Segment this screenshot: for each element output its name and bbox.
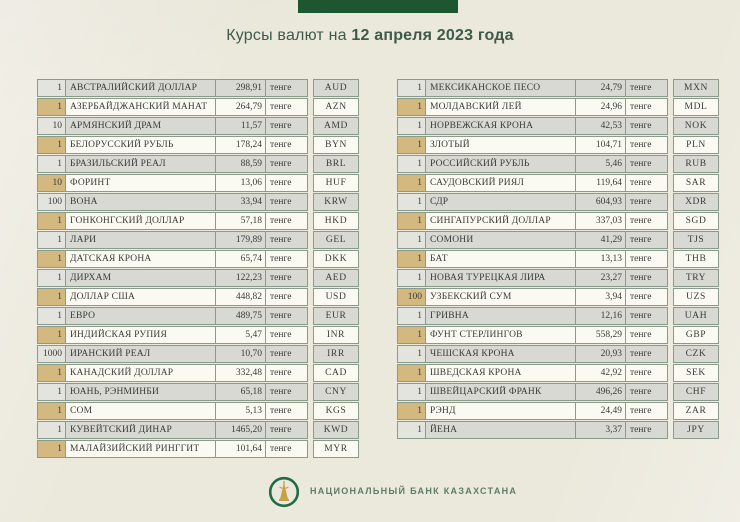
currency-unit: тенге — [265, 174, 308, 192]
currency-name: БАТ — [425, 250, 576, 268]
currency-name: ЮАНЬ, РЭНМИНБИ — [65, 383, 216, 401]
currency-name: ИНДИЙСКАЯ РУПИЯ — [65, 326, 216, 344]
currency-row — [397, 155, 719, 173]
currency-quantity: 1 — [37, 136, 66, 154]
currency-rate: 11,57 — [215, 117, 266, 135]
currency-rate: 20,93 — [575, 345, 626, 363]
currency-quantity: 100 — [397, 288, 426, 306]
currency-unit: тенге — [625, 79, 668, 97]
rates-table-left — [37, 79, 359, 459]
currency-name: ШВЕДСКАЯ КРОНА — [425, 364, 576, 382]
currency-name: МЕКСИКАНСКОЕ ПЕСО — [425, 79, 576, 97]
currency-name: ГОНКОНГСКИЙ ДОЛЛАР — [65, 212, 216, 230]
currency-quantity: 1 — [397, 193, 426, 211]
currency-code: MDL — [673, 98, 719, 116]
currency-unit: тенге — [265, 212, 308, 230]
currency-name: САУДОВСКИЙ РИЯЛ — [425, 174, 576, 192]
currency-code: AZN — [313, 98, 359, 116]
currency-quantity: 1 — [397, 421, 426, 439]
currency-quantity: 1 — [37, 79, 66, 97]
currency-code: EUR — [313, 307, 359, 325]
currency-unit: тенге — [265, 421, 308, 439]
currency-unit: тенге — [625, 212, 668, 230]
currency-row — [37, 155, 359, 173]
currency-rate: 489,75 — [215, 307, 266, 325]
currency-unit: тенге — [625, 364, 668, 382]
currency-row — [37, 174, 359, 192]
currency-quantity: 1 — [397, 136, 426, 154]
currency-name: СДР — [425, 193, 576, 211]
currency-quantity: 1 — [37, 440, 66, 458]
currency-name: ВОНА — [65, 193, 216, 211]
currency-code: PLN — [673, 136, 719, 154]
currency-code: NOK — [673, 117, 719, 135]
currency-quantity: 1 — [37, 288, 66, 306]
currency-rate: 119,64 — [575, 174, 626, 192]
currency-unit: тенге — [625, 231, 668, 249]
currency-rate: 104,71 — [575, 136, 626, 154]
currency-quantity: 1 — [37, 269, 66, 287]
currency-row — [37, 383, 359, 401]
currency-unit: тенге — [265, 345, 308, 363]
currency-name: МАЛАЙЗИЙСКИЙ РИНГГИТ — [65, 440, 216, 458]
currency-code: TRY — [673, 269, 719, 287]
currency-code: SEK — [673, 364, 719, 382]
currency-row — [37, 402, 359, 420]
currency-unit: тенге — [625, 136, 668, 154]
currency-quantity: 1 — [37, 307, 66, 325]
currency-row — [37, 193, 359, 211]
currency-quantity: 1 — [397, 174, 426, 192]
currency-quantity: 1 — [37, 383, 66, 401]
currency-code: KGS — [313, 402, 359, 420]
currency-rate: 42,92 — [575, 364, 626, 382]
currency-rate: 65,18 — [215, 383, 266, 401]
currency-rate: 5,46 — [575, 155, 626, 173]
page-title — [0, 27, 740, 45]
currency-code: HKD — [313, 212, 359, 230]
currency-rate: 3,37 — [575, 421, 626, 439]
currency-name: ИРАНСКИЙ РЕАЛ — [65, 345, 216, 363]
currency-rate: 88,59 — [215, 155, 266, 173]
currency-row — [397, 136, 719, 154]
currency-rate: 65,74 — [215, 250, 266, 268]
currency-name: РОССИЙСКИЙ РУБЛЬ — [425, 155, 576, 173]
currency-row — [37, 250, 359, 268]
footer — [0, 472, 740, 516]
currency-unit: тенге — [265, 117, 308, 135]
currency-unit: тенге — [265, 288, 308, 306]
currency-name: БЕЛОРУССКИЙ РУБЛЬ — [65, 136, 216, 154]
currency-row — [397, 402, 719, 420]
currency-quantity: 1 — [397, 231, 426, 249]
currency-name: НОРВЕЖСКАЯ КРОНА — [425, 117, 576, 135]
currency-rate: 298,91 — [215, 79, 266, 97]
currency-unit: тенге — [265, 326, 308, 344]
currency-quantity: 1 — [397, 345, 426, 363]
currency-code: UAH — [673, 307, 719, 325]
currency-rate: 23,27 — [575, 269, 626, 287]
currency-unit: тенге — [265, 269, 308, 287]
currency-quantity: 1 — [397, 98, 426, 116]
currency-unit: тенге — [625, 421, 668, 439]
currency-rate: 122,23 — [215, 269, 266, 287]
currency-rate: 3,94 — [575, 288, 626, 306]
top-green-tab — [298, 0, 458, 13]
currency-row — [397, 288, 719, 306]
currency-code: DKK — [313, 250, 359, 268]
currency-unit: тенге — [625, 98, 668, 116]
rates-table-right — [397, 79, 719, 440]
currency-code: UZS — [673, 288, 719, 306]
currency-row — [37, 345, 359, 363]
currency-row — [397, 250, 719, 268]
currency-name: УЗБЕКСКИЙ СУМ — [425, 288, 576, 306]
currency-unit: тенге — [265, 440, 308, 458]
currency-name: ЛАРИ — [65, 231, 216, 249]
currency-unit: тенге — [265, 231, 308, 249]
currency-quantity: 1 — [37, 326, 66, 344]
currency-unit: тенге — [265, 383, 308, 401]
currency-unit: тенге — [625, 269, 668, 287]
currency-unit: тенге — [625, 250, 668, 268]
currency-quantity: 1 — [397, 269, 426, 287]
currency-row — [37, 79, 359, 97]
currency-name: ФОРИНТ — [65, 174, 216, 192]
currency-rate: 264,79 — [215, 98, 266, 116]
currency-name: СОМ — [65, 402, 216, 420]
currency-code: AED — [313, 269, 359, 287]
currency-row — [37, 269, 359, 287]
currency-code: AUD — [313, 79, 359, 97]
currency-rate: 178,24 — [215, 136, 266, 154]
currency-row — [37, 440, 359, 458]
currency-unit: тенге — [265, 155, 308, 173]
currency-code: RUB — [673, 155, 719, 173]
currency-code: GBP — [673, 326, 719, 344]
currency-row — [397, 193, 719, 211]
currency-rate: 33,94 — [215, 193, 266, 211]
currency-rate: 24,79 — [575, 79, 626, 97]
currency-rate: 604,93 — [575, 193, 626, 211]
currency-name: МОЛДАВСКИЙ ЛЕЙ — [425, 98, 576, 116]
currency-row — [397, 79, 719, 97]
currency-quantity: 1 — [37, 231, 66, 249]
currency-quantity: 10 — [37, 117, 66, 135]
currency-row — [397, 383, 719, 401]
currency-row — [397, 307, 719, 325]
currency-rate: 558,29 — [575, 326, 626, 344]
currency-rate: 1465,20 — [215, 421, 266, 439]
currency-unit: тенге — [625, 174, 668, 192]
currency-unit: тенге — [265, 193, 308, 211]
currency-unit: тенге — [625, 345, 668, 363]
currency-row — [397, 212, 719, 230]
currency-row — [37, 288, 359, 306]
currency-code: ZAR — [673, 402, 719, 420]
currency-code: TJS — [673, 231, 719, 249]
currency-row — [397, 174, 719, 192]
currency-row — [397, 269, 719, 287]
currency-rate: 179,89 — [215, 231, 266, 249]
currency-code: AMD — [313, 117, 359, 135]
currency-quantity: 1 — [397, 212, 426, 230]
page-title-date: 12 апреля 2023 года — [351, 27, 514, 44]
currency-code: BYN — [313, 136, 359, 154]
currency-rate: 101,64 — [215, 440, 266, 458]
currency-quantity: 1 — [397, 117, 426, 135]
currency-quantity: 1 — [37, 421, 66, 439]
currency-rate: 332,48 — [215, 364, 266, 382]
currency-name: РЭНД — [425, 402, 576, 420]
currency-code: CZK — [673, 345, 719, 363]
currency-row — [37, 307, 359, 325]
currency-quantity: 1 — [397, 250, 426, 268]
currency-row — [37, 212, 359, 230]
currency-rate: 5,13 — [215, 402, 266, 420]
currency-code: GEL — [313, 231, 359, 249]
currency-name: ФУНТ СТЕРЛИНГОВ — [425, 326, 576, 344]
currency-rate: 10,70 — [215, 345, 266, 363]
currency-unit: тенге — [265, 98, 308, 116]
currency-name: ЧЕШСКАЯ КРОНА — [425, 345, 576, 363]
currency-name: КАНАДСКИЙ ДОЛЛАР — [65, 364, 216, 382]
currency-row — [397, 117, 719, 135]
currency-code: SAR — [673, 174, 719, 192]
currency-row — [397, 326, 719, 344]
national-bank-logo-icon — [267, 475, 301, 509]
currency-quantity: 1 — [37, 250, 66, 268]
currency-rate: 13,13 — [575, 250, 626, 268]
currency-quantity: 100 — [37, 193, 66, 211]
currency-code: CNY — [313, 383, 359, 401]
currency-quantity: 1 — [37, 98, 66, 116]
currency-rate: 448,82 — [215, 288, 266, 306]
currency-quantity: 1 — [397, 383, 426, 401]
currency-code: USD — [313, 288, 359, 306]
page-title-prefix: Курсы валют на — [226, 27, 352, 44]
currency-quantity: 10 — [37, 174, 66, 192]
currency-name: НОВАЯ ТУРЕЦКАЯ ЛИРА — [425, 269, 576, 287]
currency-quantity: 1 — [397, 79, 426, 97]
currency-rate: 57,18 — [215, 212, 266, 230]
currency-name: ДОЛЛАР США — [65, 288, 216, 306]
currency-quantity: 1 — [397, 402, 426, 420]
currency-unit: тенге — [625, 402, 668, 420]
currency-name: СОМОНИ — [425, 231, 576, 249]
currency-rate: 5,47 — [215, 326, 266, 344]
currency-rate: 12,16 — [575, 307, 626, 325]
currency-code: CHF — [673, 383, 719, 401]
currency-row — [37, 136, 359, 154]
currency-rate: 496,26 — [575, 383, 626, 401]
currency-rate: 24,49 — [575, 402, 626, 420]
currency-unit: тенге — [265, 250, 308, 268]
currency-rate: 24,96 — [575, 98, 626, 116]
currency-name: АРМЯНСКИЙ ДРАМ — [65, 117, 216, 135]
currency-unit: тенге — [625, 383, 668, 401]
currency-name: ШВЕЙЦАРСКИЙ ФРАНК — [425, 383, 576, 401]
currency-rate: 42,53 — [575, 117, 626, 135]
currency-quantity: 1 — [397, 155, 426, 173]
currency-code: SGD — [673, 212, 719, 230]
currency-quantity: 1 — [37, 364, 66, 382]
currency-row — [37, 117, 359, 135]
currency-name: КУВЕЙТСКИЙ ДИНАР — [65, 421, 216, 439]
currency-row — [397, 364, 719, 382]
currency-unit: тенге — [265, 402, 308, 420]
currency-name: ЙЕНА — [425, 421, 576, 439]
currency-rate: 337,03 — [575, 212, 626, 230]
currency-row — [37, 421, 359, 439]
currency-unit: тенге — [265, 79, 308, 97]
currency-unit: тенге — [625, 307, 668, 325]
currency-code: MYR — [313, 440, 359, 458]
currency-code: HUF — [313, 174, 359, 192]
currency-row — [397, 421, 719, 439]
currency-unit: тенге — [625, 288, 668, 306]
currency-code: THB — [673, 250, 719, 268]
currency-row — [397, 98, 719, 116]
bank-name: НАЦИОНАЛЬНЫЙ БАНК КАЗАХСТАНА — [310, 486, 518, 496]
currency-unit: тенге — [265, 307, 308, 325]
currency-name: ДАТСКАЯ КРОНА — [65, 250, 216, 268]
currency-name: БРАЗИЛЬСКИЙ РЕАЛ — [65, 155, 216, 173]
currency-unit: тенге — [265, 136, 308, 154]
currency-code: IRR — [313, 345, 359, 363]
currency-code: BRL — [313, 155, 359, 173]
currency-code: CAD — [313, 364, 359, 382]
currency-name: АЗЕРБАЙДЖАНСКИЙ МАНАТ — [65, 98, 216, 116]
currency-code: JPY — [673, 421, 719, 439]
currency-rate: 41,29 — [575, 231, 626, 249]
currency-code: INR — [313, 326, 359, 344]
currency-code: KRW — [313, 193, 359, 211]
currency-rate: 13,06 — [215, 174, 266, 192]
currency-unit: тенге — [625, 193, 668, 211]
currency-name: ГРИВНА — [425, 307, 576, 325]
currency-name: ЕВРО — [65, 307, 216, 325]
currency-name: ЗЛОТЫЙ — [425, 136, 576, 154]
currency-quantity: 1 — [397, 307, 426, 325]
currency-row — [37, 326, 359, 344]
currency-code: MXN — [673, 79, 719, 97]
currency-unit: тенге — [265, 364, 308, 382]
currency-row — [37, 98, 359, 116]
currency-code: XDR — [673, 193, 719, 211]
currency-quantity: 1 — [37, 402, 66, 420]
currency-quantity: 1 — [397, 326, 426, 344]
currency-unit: тенге — [625, 326, 668, 344]
currency-quantity: 1 — [37, 212, 66, 230]
currency-row — [37, 231, 359, 249]
currency-name: АВСТРАЛИЙСКИЙ ДОЛЛАР — [65, 79, 216, 97]
currency-quantity: 1 — [37, 155, 66, 173]
currency-row — [397, 231, 719, 249]
currency-row — [397, 345, 719, 363]
currency-name: СИНГАПУРСКИЙ ДОЛЛАР — [425, 212, 576, 230]
currency-quantity: 1000 — [37, 345, 66, 363]
currency-row — [37, 364, 359, 382]
currency-unit: тенге — [625, 155, 668, 173]
currency-quantity: 1 — [397, 364, 426, 382]
currency-unit: тенге — [625, 117, 668, 135]
currency-name: ДИРХАМ — [65, 269, 216, 287]
currency-code: KWD — [313, 421, 359, 439]
